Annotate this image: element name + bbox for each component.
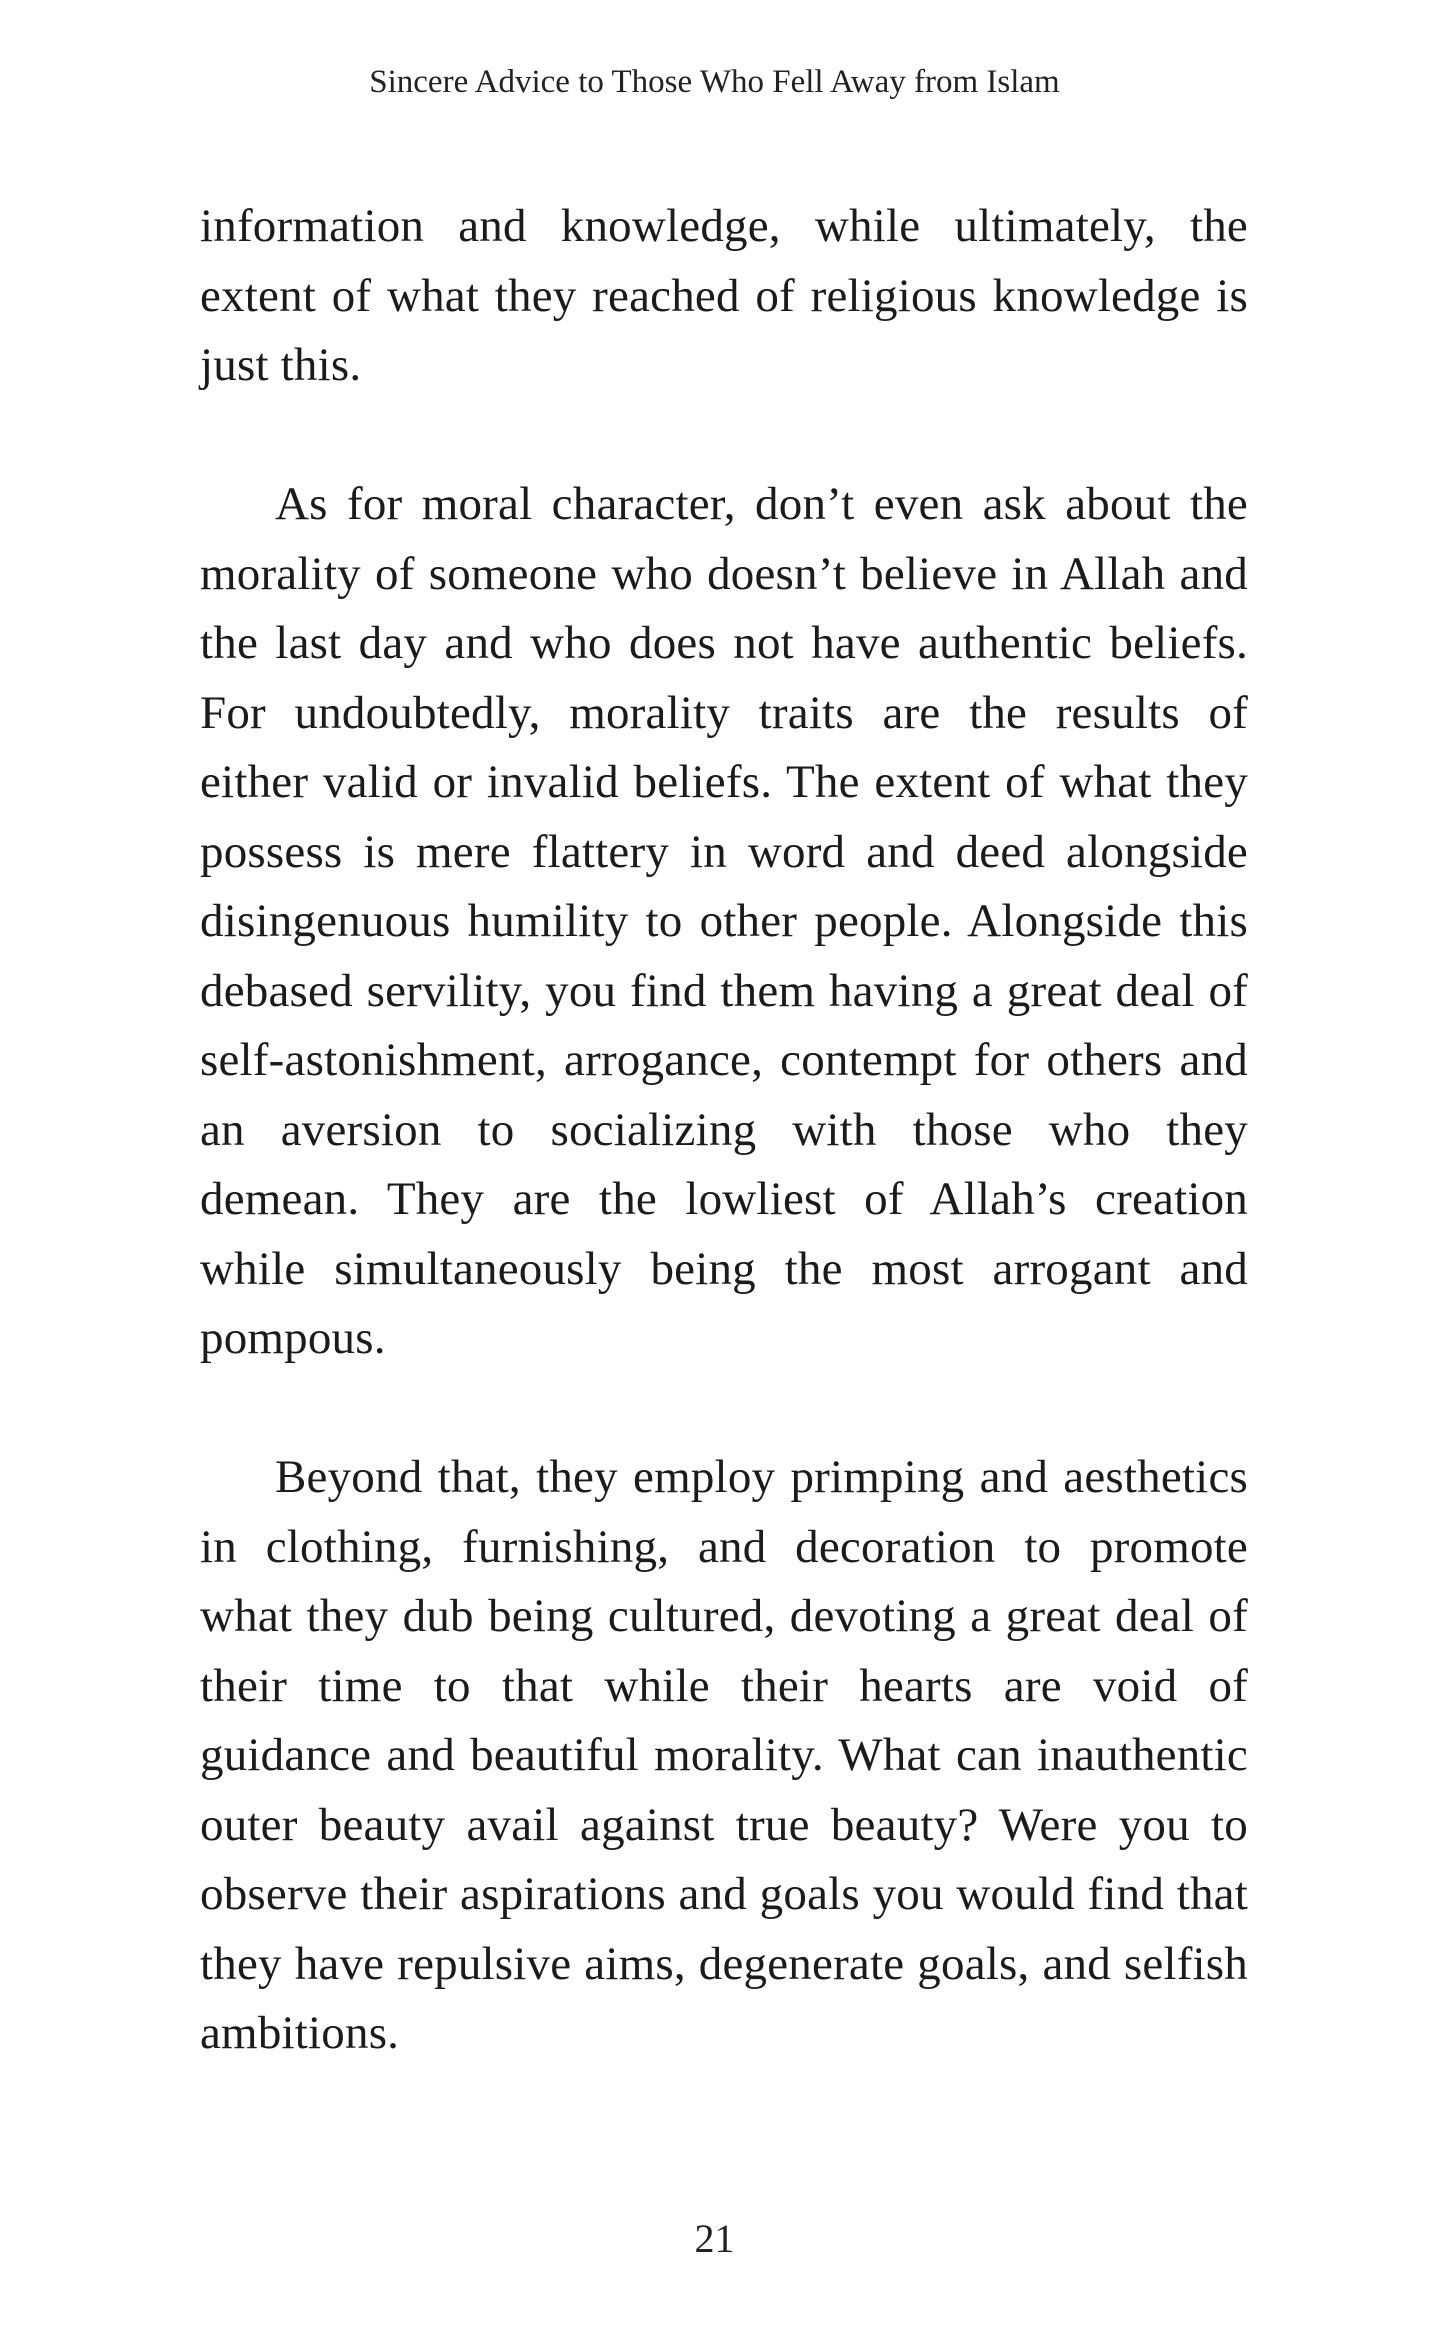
page-number: 21 [694,2216,735,2261]
paragraph-moral-character: As for moral character, don’t even ask about the morality of someone who doesn’t believe in Allah and the last day and who does not have authentic beliefs. For undoubtedly, morality traits are the results of either valid or invalid beliefs. The extent of what they possess is mere flattery in word and deed alongside disingenuous humility to other people. Alongside this debased servility, you find them having a great deal of self-astonishment, arrogance, contempt for others and an aversion to socializing with those who they demean. They are the lowliest of Allah’s creation while simultaneously being the most arrogant and pompous. [200,478,1248,1364]
paragraph-aesthetics: Beyond that, they employ primping and aesthetics in clothing, furnishing, and decoration to promote what they dub being cultured, devoting a great deal of their time to that while their hearts are void of guidance and beautiful morality. What can inauthentic outer beauty avail against true beauty? Were you to observe their aspirations and goals you would find that they have repulsive aims, degenerate goals, and selfish ambitions. [200,1451,1248,2059]
body-text [200,192,1248,2069]
paragraph-continuation: information and knowledge, while ultimately, the extent of what they reached of religious knowledge is just this. [200,200,1248,391]
running-header: Sincere Advice to Those Who Fell Away from Islam [369,64,1060,100]
